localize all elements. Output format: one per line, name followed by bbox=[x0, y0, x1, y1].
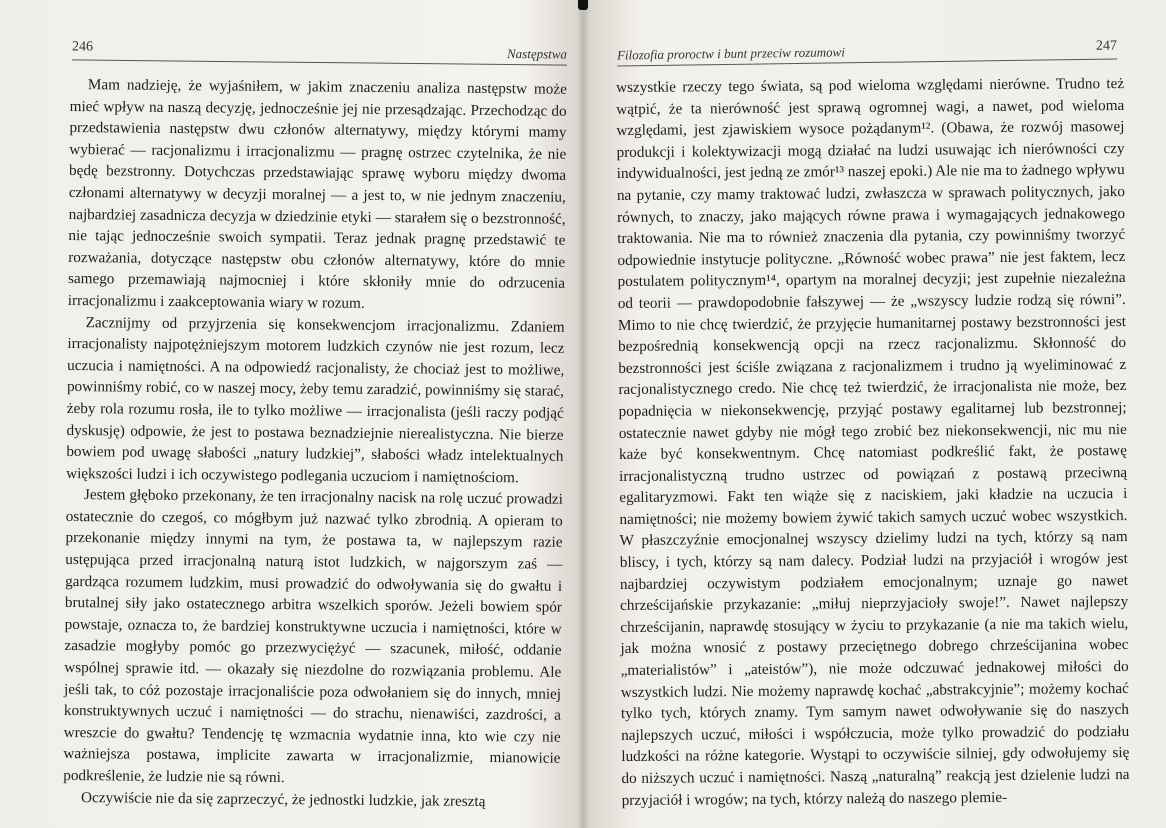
right-page bbox=[583, 0, 1166, 828]
right-running-head: Filozofia proroctw i bunt przeciw rozumowi bbox=[616, 44, 845, 63]
right-page-header bbox=[617, 37, 1117, 68]
left-page-number: 246 bbox=[71, 39, 94, 55]
right-page-body bbox=[616, 73, 1130, 811]
left-page-body bbox=[63, 74, 567, 813]
left-header-rule bbox=[72, 59, 567, 65]
left-paragraph-2: Zacznijmy od przyjrzenia się konsekwencjom irracjonalizmu. Zdaniem irracjonalisty najpotężniejszym motorem ludzkich czynów nie jest rozum, lecz uczucia i namiętności. A na odpowiedź racjonalisty, że chociaż jest to możliwe, powinniśmy robić, co w naszej mocy, żeby temu zaradzić, powinniśmy się starać, żeby rola rozumu rosła, ile to tylko możliwe — irracjonalista (jeśli raczy podjąć dyskusję) odpowie, że jest to postawa beznadziejnie nierealistyczna. Nie bierze bowiem pod uwagę słabości „natury ludzkiej”, słabości władz intelektualnych większości ludzi i ich oczywistego podlegania uczuciom i namiętnościom. bbox=[66, 313, 565, 487]
left-paragraph-3: Jestem głęboko przekonany, że ten irracjonalny nacisk na rolę uczuć prowadzi ostatecznie do czegoś, co mógłbym już nazwać tylko zbrodnią. A opieram to przekonanie między innymi na tym, że postawa ta, w najlepszym razie ustępująca przed irracjonalną naturą istot ludzkich, w najgorszym zaś — gardząca rozumem ludzkim, musi prowadzić do odwoływania się do gwałtu i brutalnej siły jako ostatecznego arbitra wszelkich sporów. Jeżeli bowiem spór powstaje, oznacza to, że bardziej konstruktywne uczucia i namiętności, które w zasadzie mogłyby pomóc go przezwyciężyć — szacunek, miłość, oddanie wspólnej sprawie itd. — okazały się niezdolne do rozwiązania problemu. Ale jeśli tak, to cóż pozostaje irracjonaliście poza odwołaniem się do innych, mniej konstruktywnych uczuć i namiętności — do strachu, nienawiści, zazdrości, a wreszcie do gwałtu? Tendencję tę wzmacnia wydatnie inna, kto wie czy nie ważniejsza postawa, implicite zawarta w irracjonalizmie, mianowicie podkreślenie, że ludzie nie są równi. bbox=[63, 486, 564, 787]
left-running-head: Następstwa bbox=[506, 45, 568, 62]
right-page-number: 247 bbox=[1095, 38, 1118, 54]
left-paragraph-4: Oczywiście nie da się zaprzeczyć, że jednostki ludzkie, jak zresztą bbox=[80, 788, 486, 810]
left-page-header bbox=[72, 37, 567, 66]
right-paragraph-1: wszystkie rzeczy tego świata, są pod wieloma względami nierówne. Trudno też wątpić, że ta nierówność jest sprawą ogromnej wagi, a nawet, pod wieloma względami, jest zjawiskiem wysoce pożądanym¹². (Obawa, że rozwój masowej produkcji i kolektywizacji mogą działać na ludzi usuwając ich nierówności czy indywidualności, jest jedną ze zmór¹³ naszej epoki.) Ale nie ma to żadnego wpływu na pytanie, czy mamy traktować ludzi, zwłaszcza w sprawach politycznych, jako równych, to znaczy, jako mających równe prawa i wymagających jednakowego traktowania. Nie ma to również znaczenia dla pytania, czy powinniśmy tworzyć odpowiednie instytucje polityczne. „Równość wobec prawa” nie jest faktem, lecz postulatem politycznym¹⁴, opartym na moralnej decyzji; jest zupełnie niezależna od teorii — prawdopodobnie fałszywej — że „wszyscy ludzie rodzą się równi”. Mimo to nie chcę twierdzić, że przyjęcie humanitarnej postawy bezstronności jest bezpośrednią konsekwencją opcji na rzecz racjonalizmu. Skłonność do bezstronności jest ściśle związana z racjonalizmem i trudno ją wyeliminować z racjonalistycznego credo. Nie chcę też twierdzić, że irracjonalista nie może, bez popadnięcia w niekonsekwencję, przyjąć postawy egalitarnej lub bezstronnej; ostatecznie nawet gdyby nie mógł tego zrobić bez niekonsekwencji, nic mu nie każe być konsekwentnym. Chcę natomiast podkreślić fakt, że postawę irracjonalistyczną trudno ustrzec od powiązań z postawą przeciwną egalitaryzmowi. Fakt ten wiąże się z naciskiem, jaki kładzie na uczucia i namiętności; nie możemy bowiem żywić takich samych uczuć wobec wszystkich. W płaszczyźnie emocjonalnej wszyscy dzielimy ludzi na tych, którzy są nam bliscy, i tych, którzy są nam dalecy. Podział ludzi na przyjaciół i wrogów jest najbardziej oczywistym podziałem emocjonalnym; uznaje go nawet chrześcijańskie przykazanie: „miłuj nieprzyjacioły swoje!”. Nawet najlepszy chrześcijanin, naprawdę stosujący w życiu to przykazanie (a nie ma takich wielu, jak można wnosić z postawy przeciętnego dobrego chrześcijanina wobec „materialistów” i „ateistów”), nie może odczuwać jednakowej miłości do wszystkich ludzi. Nie możemy naprawdę kochać „abstrakcyjnie”; możemy kochać tylko tych, których znamy. Tym samym nawet odwoływanie się do naszych najlepszych uczuć, miłości i współczucia, może tylko prowadzić do podziału ludzkości na różne kategorie. Wystąpi to oczywiście silniej, gdy odwołujemy się do niższych uczuć i namiętności. Naszą „naturalną” reakcją jest dzielenie ludzi na przyjaciół i wrogów; na tych, którzy należą do naszego plemie- bbox=[616, 75, 1130, 809]
left-paragraph-1: Mam nadzieję, że wyjaśniłem, w jakim znaczeniu analiza następstw może mieć wpływ na naszą decyzję, jednocześnie jej nie przesądzając. Przechodząc do przedstawienia następstw dwu członów alternatywy, między którymi mamy wybierać — racjonalizmu i irracjonalizmu — pragnę ostrzec czytelnika, że nie będę bezstronny. Dotychczas przedstawiając sprawę wyboru między dwoma członami alternatywy w decyzji moralnej — a jest to, w nie jednym znaczeniu, najbardziej zasadnicza decyzja w dziedzinie etyki — starałem się o bezstronność, nie tając jednocześnie swoich sympatii. Teraz jednak pragnę przedstawić te rozważania, dotyczące następstw obu członów alternatywy, które do mnie samego przemawiają najmocniej i które skłoniły mnie do odrzucenia irracjonalizmu i zaakceptowania wiary w rozum. bbox=[67, 76, 567, 312]
